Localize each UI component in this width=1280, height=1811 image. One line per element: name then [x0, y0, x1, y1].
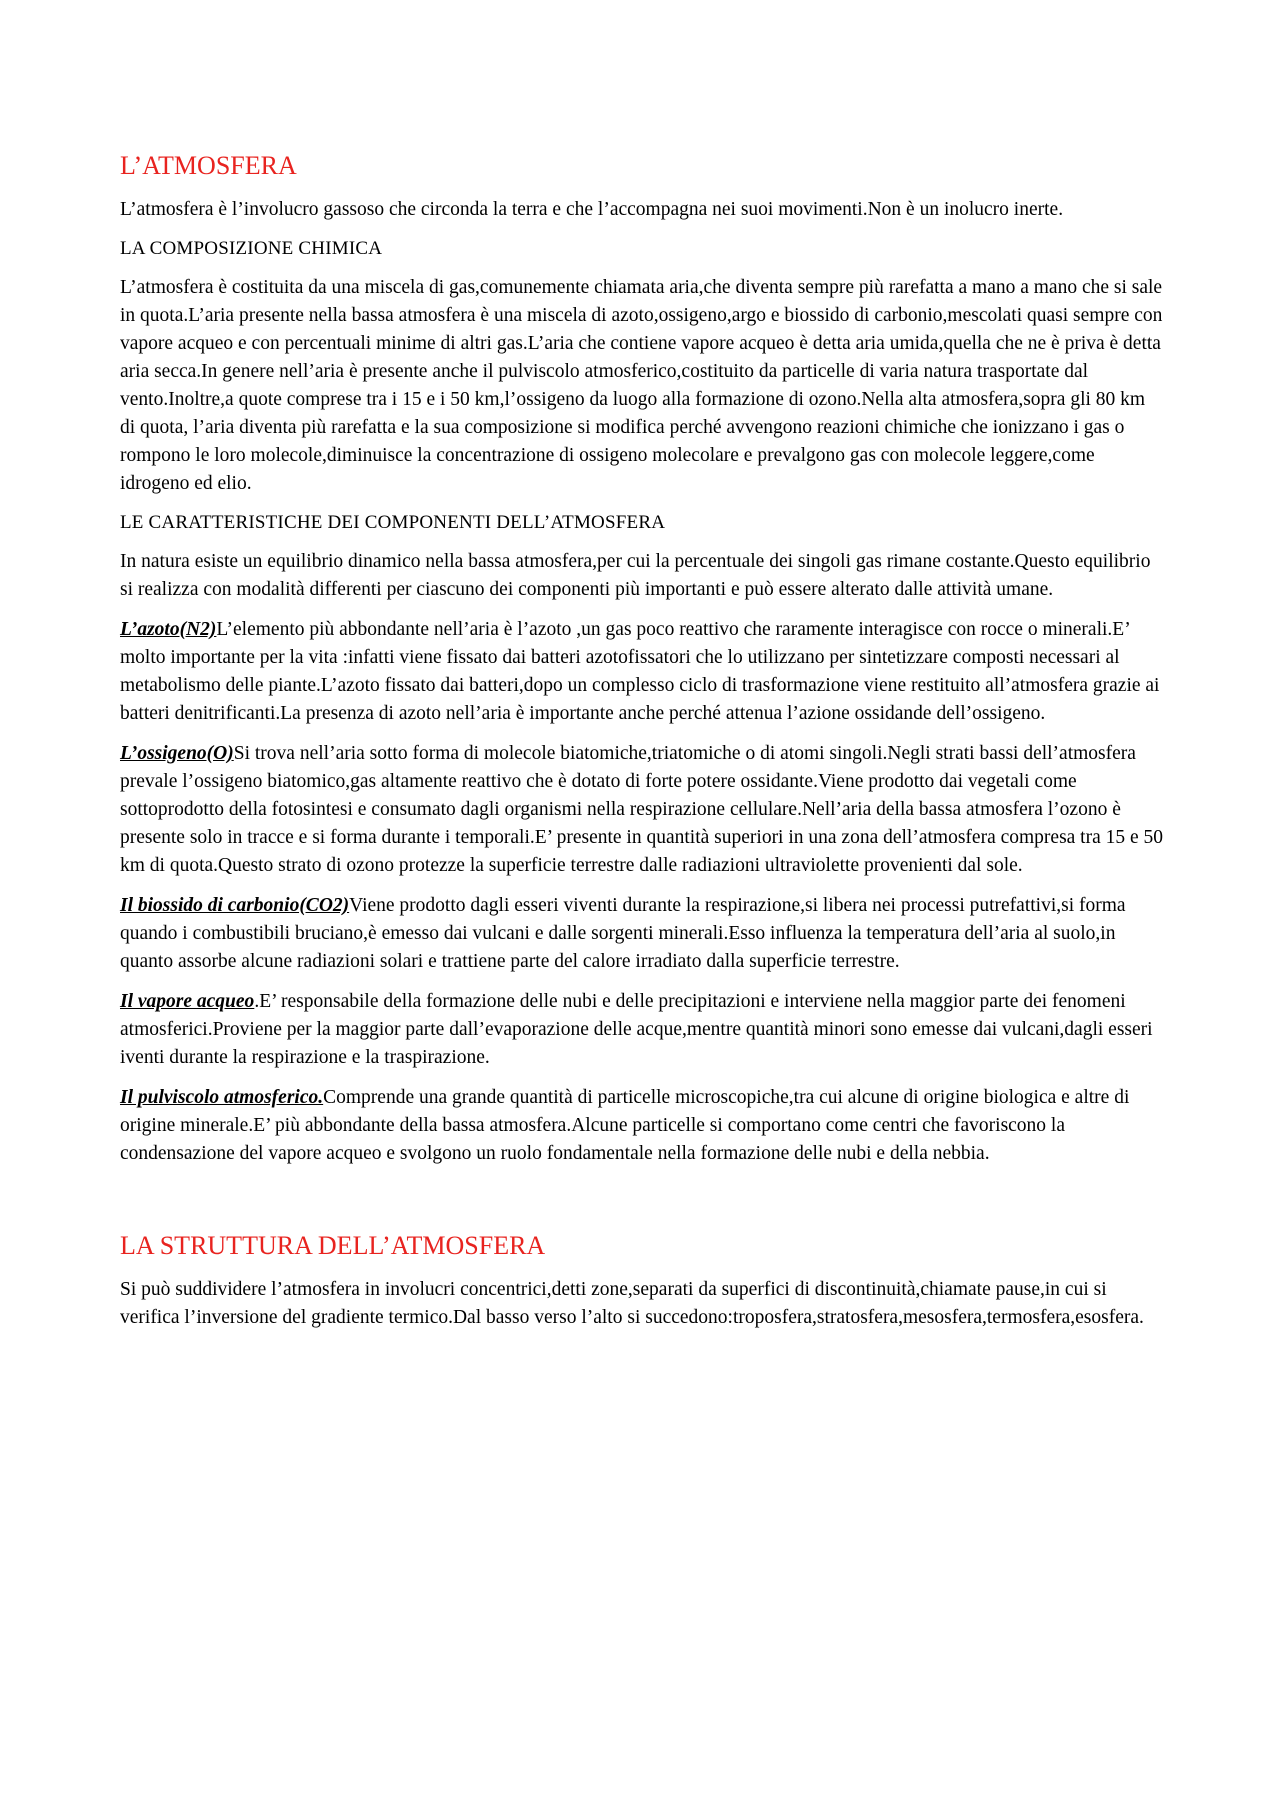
intro-paragraph: L’atmosfera è l’involucro gassoso che circonda la terra e che l’accompagna nei suoi movimenti.Non è un inolucro inerte.: [120, 199, 1064, 220]
component-azoto: [120, 616, 1165, 728]
subheading-composizione: LA COMPOSIZIONE CHIMICA: [120, 238, 383, 259]
equilibrium-paragraph: In natura esiste un equilibrio dinamico nella bassa atmosfera,per cui la percentuale dei singoli gas rimane costante.Questo equilibrio si realizza con modalità differenti per ciascuno dei componenti più importanti e può essere alterato dalle attività umane.: [120, 551, 1151, 600]
term-azoto: L’azoto(N2): [120, 619, 217, 640]
term-pulviscolo: Il pulviscolo atmosferico.: [120, 1087, 324, 1108]
term-vapore: Il vapore acqueo: [120, 991, 255, 1012]
text-biossido: Viene prodotto dagli esseri viventi durante la respirazione,si libera nei processi putrefattivi,si forma quando i combustibili bruciano,è emesso dai vulcani e dalle sorgenti minerali.Esso influenza la temperatura dell’aria al suolo,in quanto assorbe alcune radiazioni solari e trattiene parte del calore irradiato dalla superficie terrestre.: [120, 895, 1126, 972]
composition-paragraph: L’atmosfera è costituita da una miscela di gas,comunemente chiamata aria,che diventa sempre più rarefatta a mano a mano che si sale in quota.L’aria presente nella bassa atmosfera è una miscela di azoto,ossigeno,argo e biossido di carbonio,mescolati quasi sempre con vapore acqueo e con percentuali minime di altri gas.L’aria che contiene vapore acqueo è detta aria umida,quella che ne è priva è detta aria secca.In genere nell’aria è presente anche il pulviscolo atmosferico,costituito da particelle di varia natura trasportate dal vento.Inoltre,a quote comprese tra i 15 e i 50 km,l’ossigeno da luogo alla formazione di ozono.Nella alta atmosfera,sopra gli 80 km di quota, l’aria diventa più rarefatta e la sua composizione si modifica perché avvengono reazioni chimiche che ionizzano i gas o rompono le loro molecole,diminuisce la concentrazione di ossigeno molecolare e prevalgono gas con molecole leggere,come idrogeno ed elio.: [120, 277, 1163, 494]
document-page: [120, 150, 1165, 1344]
term-ossigeno: L’ossigeno(O): [120, 743, 234, 764]
component-pulviscolo: [120, 1084, 1165, 1168]
text-vapore: .E’ responsabile della formazione delle nubi e delle precipitazioni e interviene nella maggior parte dei fenomeni atmosferici.Proviene per la maggior parte dall’evaporazione delle acque,mentre quantità minori sono emesse dai vulcani,dagli esseri iventi durante la respirazione e la traspirazione.: [120, 991, 1153, 1068]
heading-atmosfera: L’ATMOSFERA: [120, 151, 297, 180]
structure-paragraph: Si può suddividere l’atmosfera in involucri concentrici,detti zone,separati da superfici di discontinuità,chiamate pause,in cui si verifica l’inversione del gradiente termico.Dal basso verso l’alto si succedono:troposfera,stratosfera,mesosfera,termosfera,esosfera.: [120, 1279, 1144, 1328]
component-ossigeno: [120, 740, 1165, 880]
subheading-caratteristiche: LE CARATTERISTICHE DEI COMPONENTI DELL’ATMOSFERA: [120, 512, 666, 533]
component-vapore: [120, 988, 1165, 1072]
text-azoto: L’elemento più abbondante nell’aria è l’azoto ,un gas poco reattivo che raramente interagisce con rocce o minerali.E’ molto importante per la vita :infatti viene fissato dai batteri azotofissatori che lo utilizzano per sintetizzare composti necessari al metabolismo delle piante.L’azoto fissato dai batteri,dopo un complesso ciclo di trasformazione viene restituito all’atmosfera grazie ai batteri denitrificanti.La presenza di azoto nell’aria è importante anche perché attenua l’azione ossidande dell’ossigeno.: [120, 619, 1160, 724]
text-ossigeno: Si trova nell’aria sotto forma di molecole biatomiche,triatomiche o di atomi singoli.Negli strati bassi dell’atmosfera prevale l’ossigeno biatomico,gas altamente reattivo che è dotato di forte potere ossidante.Viene prodotto dai vegetali come sottoprodotto della fotosintesi e consumato dagli organismi nella respirazione cellulare.Nell’aria della bassa atmosfera l’ozono è presente solo in tracce e si forma durante i temporali.E’ presente in quantità superiori in una zona dell’atmosfera compresa tra 15 e 50 km di quota.Questo strato di ozono protezze la superficie terrestre dalle radiazioni ultraviolette provenienti dal sole.: [120, 743, 1164, 876]
heading-struttura: LA STRUTTURA DELL’ATMOSFERA: [120, 1231, 546, 1260]
component-biossido: [120, 892, 1165, 976]
term-biossido: Il biossido di carbonio(CO2): [120, 895, 350, 916]
text-pulviscolo: Comprende una grande quantità di particelle microscopiche,tra cui alcune di origine biologica e altre di origine minerale.E’ più abbondante della bassa atmosfera.Alcune particelle si comportano come centri che favoriscono la condensazione del vapore acqueo e svolgono un ruolo fondamentale nella formazione delle nubi e della nebbia.: [120, 1087, 1130, 1164]
